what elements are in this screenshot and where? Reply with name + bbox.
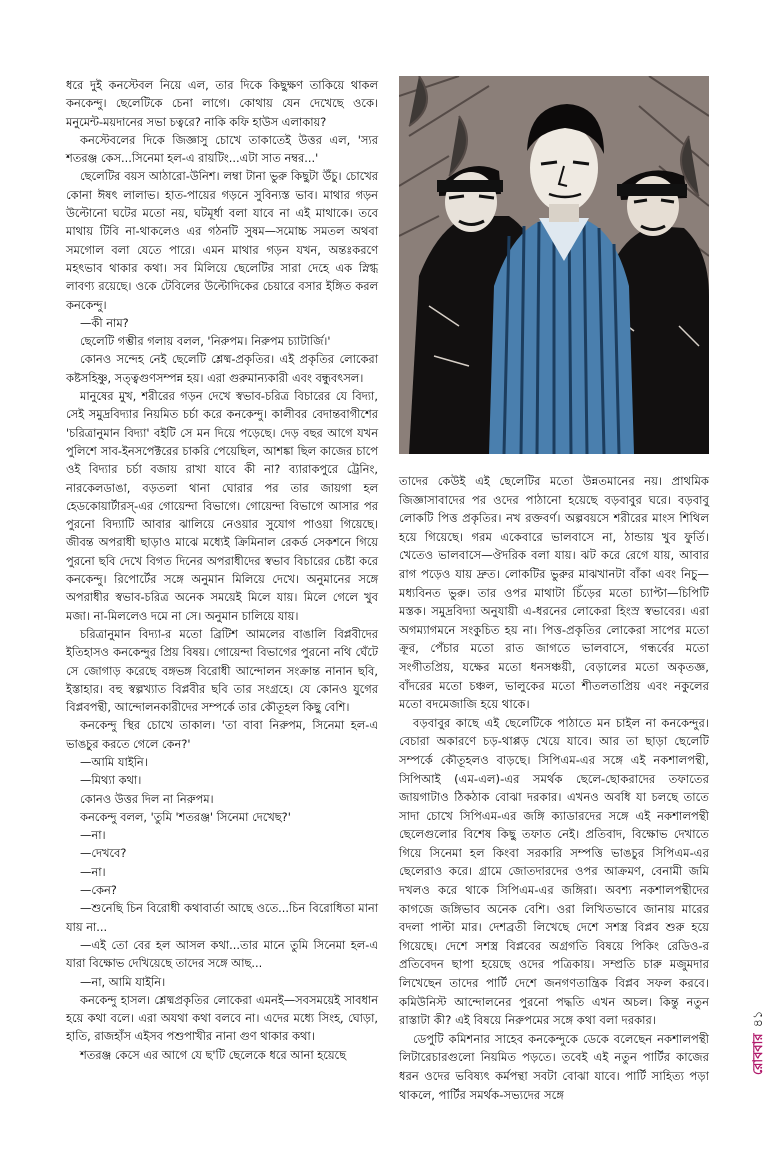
text-column-left — [66, 76, 378, 1064]
paragraph: —আমি যাইনি। — [80, 754, 148, 769]
page-footer-vertical — [714, 985, 766, 1075]
paragraph: শতরঞ্জ কেসে এর আগে যে ছ'টি ছেলেকে ধরে আনা হয়েছে — [80, 1047, 347, 1062]
paragraph: কোনও উত্তর দিল না নিরুপম। — [80, 791, 214, 806]
paragraph: —না, আমি যাইনি। — [80, 974, 166, 989]
paragraph: —দেখবে? — [80, 846, 127, 861]
paragraph: —না। — [80, 864, 106, 879]
paragraph: —কেন? — [80, 883, 117, 898]
paragraph: ছেলেটির বয়স আঠারো-উনিশ। লম্বা টানা ভুরু কিছুটা উঁচু। চোখের কোনা ঈষৎ লালাভ। হাত-পায়ের গড়নে সুবিন্যস্ত ভাব। মাথার গড়ন উল্টোনো ঘটের মতো নয়, ঘটমূর্ধা বলা যাবে না এই মাথাকে। তবে মাথায় টিবি না-থাকলেও এর গঠনটি সুষম—সমোচ্চ সমতল অথবা সমগোল বলা যেতে পারে। এমন মাথার গড়ন যখন, অন্তঃকরণে মহৎভাব থাকার কথা। সব মিলিয়ে ছেলেটির সারা দেহে এক স্নিগ্ধ লাবণ্য রয়েছে। ওকে টেবিলের উল্টোদিকের চেয়ারে বসার ইঙ্গিত করল কনকেন্দু। — [66, 169, 378, 312]
paragraph: ধরে দুই কনস্টেবল নিয়ে এল, তার দিকে কিছুক্ষণ তাকিয়ে থাকল কনকেন্দু। ছেলেটিকে চেনা লাগে। কোথায় যেন দেখেছে ওকে। মনুমেন্ট-ময়দানের সভা চত্বরে? নাকি কফি হাউস এলাকায়? — [66, 78, 378, 129]
paragraph: —কী নাম? — [80, 315, 129, 330]
paragraph: চরিত্রানুমান বিদ্যা-র মতো ব্রিটিশ আমলের বাঙালি বিপ্লবীদের ইতিহাসও কনকেন্দুর প্রিয় বিষয়। গোয়েন্দা বিভাগের পুরনো নথি ঘেঁটে সে জোগাড় করেছে বঙ্গভঙ্গ বিরোধী আন্দোলন সংক্রান্ত নানান ছবি, ইস্তাহার। বহু স্বল্পখ্যাত বিপ্লবীর ছবি তার সংগ্রহে। যে কোনও যুগের বিপ্লবপন্থী, আন্দোলনকারীদের সম্পর্কে তার কৌতূহল কিছু বেশি। — [66, 626, 378, 715]
paragraph: কনকেন্দু স্থির চোখে তাকাল। 'তা বাবা নিরুপম, সিনেমা হল-এ ভাঙচুর করতে গেলে কেন?' — [66, 718, 378, 751]
paragraph: কনস্টেবলের দিকে জিজ্ঞাসু চোখে তাকাতেই উত্তর এল, 'স্যর শতরঞ্জ কেস...সিনেমা হল-এ রায়টিং...এটা সাত নম্বর...' — [66, 132, 378, 166]
page-number: ৪১ — [751, 1010, 766, 1028]
magazine-name: রোববার — [751, 1033, 766, 1075]
paragraph: কোনও সন্দেহ নেই ছেলেটি শ্লেষ্ম-প্রকৃতির। এই প্রকৃতির লোকেরা কষ্টসহিষ্ণু, সত্ত্বগুণসম্পন্ন হয়। এরা গুরুমান্যকারী এবং বন্ধুবৎসল। — [66, 352, 378, 385]
paragraph: তাদের কেউই এই ছেলেটির মতো উন্নতমানের নয়। প্রাথমিক জিজ্ঞাসাবাদের পর ওদের পাঠানো হয়েছে বড়বাবুর ঘরে। বড়বাবু লোকটি পিত্ত প্রকৃতির। নখ রক্তবর্ণ। অল্পবয়সে শরীরের মাংস শিথিল হয়ে গিয়েছে। গরম একেবারে ভালবাসে না, ঠান্ডায় খুব ফুর্তি। খেতেও ভালবাসে—ঔদরিক বলা যায়। ঝট করে রেগে যায়, আবার রাগ পড়েও যায় দ্রুত। লোকটির ভুরুর মাঝখানটা বাঁকা এবং নিচু—মধ্যবিনত ভুরু। তার ওপর মাথাটা চিঁড়ের মতো চ্যাপ্টা—চিপিটি মস্তক। সমুদ্রবিদ্যা অনুযায়ী এ-ধরনের লোকেরা হিংস্র স্বভাবের। এরা অগম্যাগমনে সংকুচিত হয় না। পিত্ত-প্রকৃতির লোকেরা সাপের মতো ক্রূর, পেঁচার মতো রাত জাগতে ভালবাসে, গন্ধর্বের মতো সংগীতপ্রিয়, যক্ষের মতো ধনসঞ্চয়ী, বেড়ালের মতো অকৃতজ্ঞ, বাঁদরের মতো চঞ্চল, ভালুকের মতো শীতলতাপ্রিয় এবং নকুলের মতো বদমেজাজি হয়ে থাকে। — [399, 474, 709, 712]
illustration-arrest — [399, 76, 709, 454]
paragraph: কনকেন্দু বলল, 'তুমি 'শতরঞ্জ' সিনেমা দেখেছ?' — [80, 809, 291, 824]
paragraph: —মিথ্যা কথা। — [80, 773, 142, 788]
paragraph: ছেলেটি গম্ভীর গলায় বলল, 'নিরুপম। নিরুপম চ্যাটার্জি।' — [80, 334, 331, 349]
paragraph: বড়বাবুর কাছে এই ছেলেটিকে পাঠাতে মন চাইল না কনকেন্দুর। বেচারা অকারণে চড়-থাপ্পড় খেয়ে যাবে। আর তা ছাড়া ছেলেটি সম্পর্কে কৌতূহলও বাড়ছে। সিপিএম-এর সঙ্গে এই নকশালপন্থী, সিপিআই (এম-এল)-এর সমর্থক ছেলে-ছোকরাদের তফাতের জায়গাটাও ঠিকঠাক বোঝা দরকার। এখনও অবধি যা চলছে তাতে সাদা চোখে সিপিএম-এর জঙ্গি ক্যাডারদের সঙ্গে এই নকশালপন্থী ছেলেগুলোর বিশেষ কিছু তফাত নেই। প্রতিবাদ, বিক্ষোভ দেখাতে গিয়ে সিনেমা হল কিংবা সরকারি সম্পত্তি ভাঙচুর সিপিএম-এর ছেলেরাও করে। গ্রামে জোতদারদের ওপর আক্রমণ, বেনামী জমি দখলও করে থাকে সিপিএম-এর জঙ্গিরা। অবশ্য নকশালপন্থীদের কাগজে জঙ্গিভাব অনেক বেশি। ওরা লিখিতভাবে জানায় মারের বদলা পাল্টা মার। দেশব্রতী লিখেছে দেশে সশস্ত্র বিপ্লব শুরু হয়ে গিয়েছে। দেশে সশস্ত্র বিপ্লবের অগ্রগতি বিষয়ে পিকিং রেডিও-র প্রতিবেদন ছাপা হয়েছে ওদের পত্রিকায়। সম্প্রতি চারু মজুমদার লিখেছেন তাদের পার্টি দেশে জনগণতান্ত্রিক বিপ্লব সফল করবে। কমিউনিস্ট আন্দোলনের পুরনো পদ্ধতি এখন অচল। কিন্তু নতুন রাস্তাটা কী? এই বিষয়ে নিরুপমের সঙ্গে কথা বলা দরকার। — [399, 715, 709, 1028]
paragraph: মানুষের মুখ, শরীরের গড়ন দেখে স্বভাব-চরিত্র বিচারের যে বিদ্যা, সেই সমুদ্রবিদ্যার নিয়মিত চর্চা করে কনকেন্দু। কালীবর বেদান্তবাগীশের 'চরিত্রানুমান বিদ্যা' বইটি সে মন দিয়ে পড়েছে। দেড় বছর আগে যখন পুলিশে সাব-ইনসপেক্টরের চাকরি পেয়েছিল, আশঙ্কা ছিল কাজের চাপে ওই বিদ্যার চর্চা বজায় রাখা যাবে কী না? ব্যারাকপুরে ট্রেনিং, নারকেলডাঙা, বড়তলা থানা ঘোরার পর তার জায়গা হল হেডকোয়ার্টারস্‌-এর গোয়েন্দা বিভাগে। গোয়েন্দা বিভাগে আসার পর পুরনো বিদ্যাটি আবার ঝালিয়ে নেওয়ার সুযোগ পাওয়া গিয়েছে। জীবন্ত অপরাধী ছাড়াও মাঝে মধ্যেই ক্রিমিনাল রেকর্ড সেকশনে গিয়ে পুরনো ছবি দেখে বিগত দিনের অপরাধীদের স্বভাব বিচারের চেষ্টা করে কনকেন্দু। রিপোর্টের সঙ্গে অনুমান মিলিয়ে দেখে। অনুমানের সঙ্গে অপরাধীর স্বভাব-চরিত্র অনেক সময়েই মিলে যায়। মিলে গেলে খুব মজা। না-মিললেও দমে না সে। অনুমান চালিয়ে যায়। — [66, 389, 378, 623]
paragraph: —না। — [80, 828, 106, 843]
paragraph: —শুনেছি চিন বিরোধী কথাবার্তা আছে ওতে...চিন বিরোধিতা মানা যায় না... — [66, 901, 378, 934]
footer-label — [744, 985, 770, 1075]
paragraph: কনকেন্দু হাসল। শ্লেষ্মপ্রকৃতির লোকেরা এমনই—সবসময়েই সাবধান হয়ে কথা বলে। এরা অযথা কথা বলবে না। এদের মধ্যে সিংহ, ঘোড়া, হাতি, রাজহাঁস এইসব পশুপাখীর নানা গুণ থাকার কথা। — [66, 992, 378, 1044]
paragraph: —এই তো বের হল আসল কথা...তার মানে তুমি সিনেমা হল-এ যারা বিক্ষোভ দেখিয়েছে তাদের সঙ্গে আছ... — [66, 937, 378, 971]
paragraph: ডেপুটি কমিশনার সাহেব কনকেন্দুকে ডেকে বলেছেন নকশালপন্থী লিটারেচারগুলো নিয়মিত পড়তে। তবেই এই নতুন পার্টির কাজের ধরন ওদের ভবিষ্যৎ কর্মপন্থা সবটা বোঝা যাবে। পার্টি সাহিত্য পড়া থাকলে, পার্টির সমর্থক-সভ্যদের সঙ্গে — [399, 1031, 709, 1102]
text-column-right — [399, 472, 709, 1104]
illustration-drawing — [399, 76, 709, 454]
